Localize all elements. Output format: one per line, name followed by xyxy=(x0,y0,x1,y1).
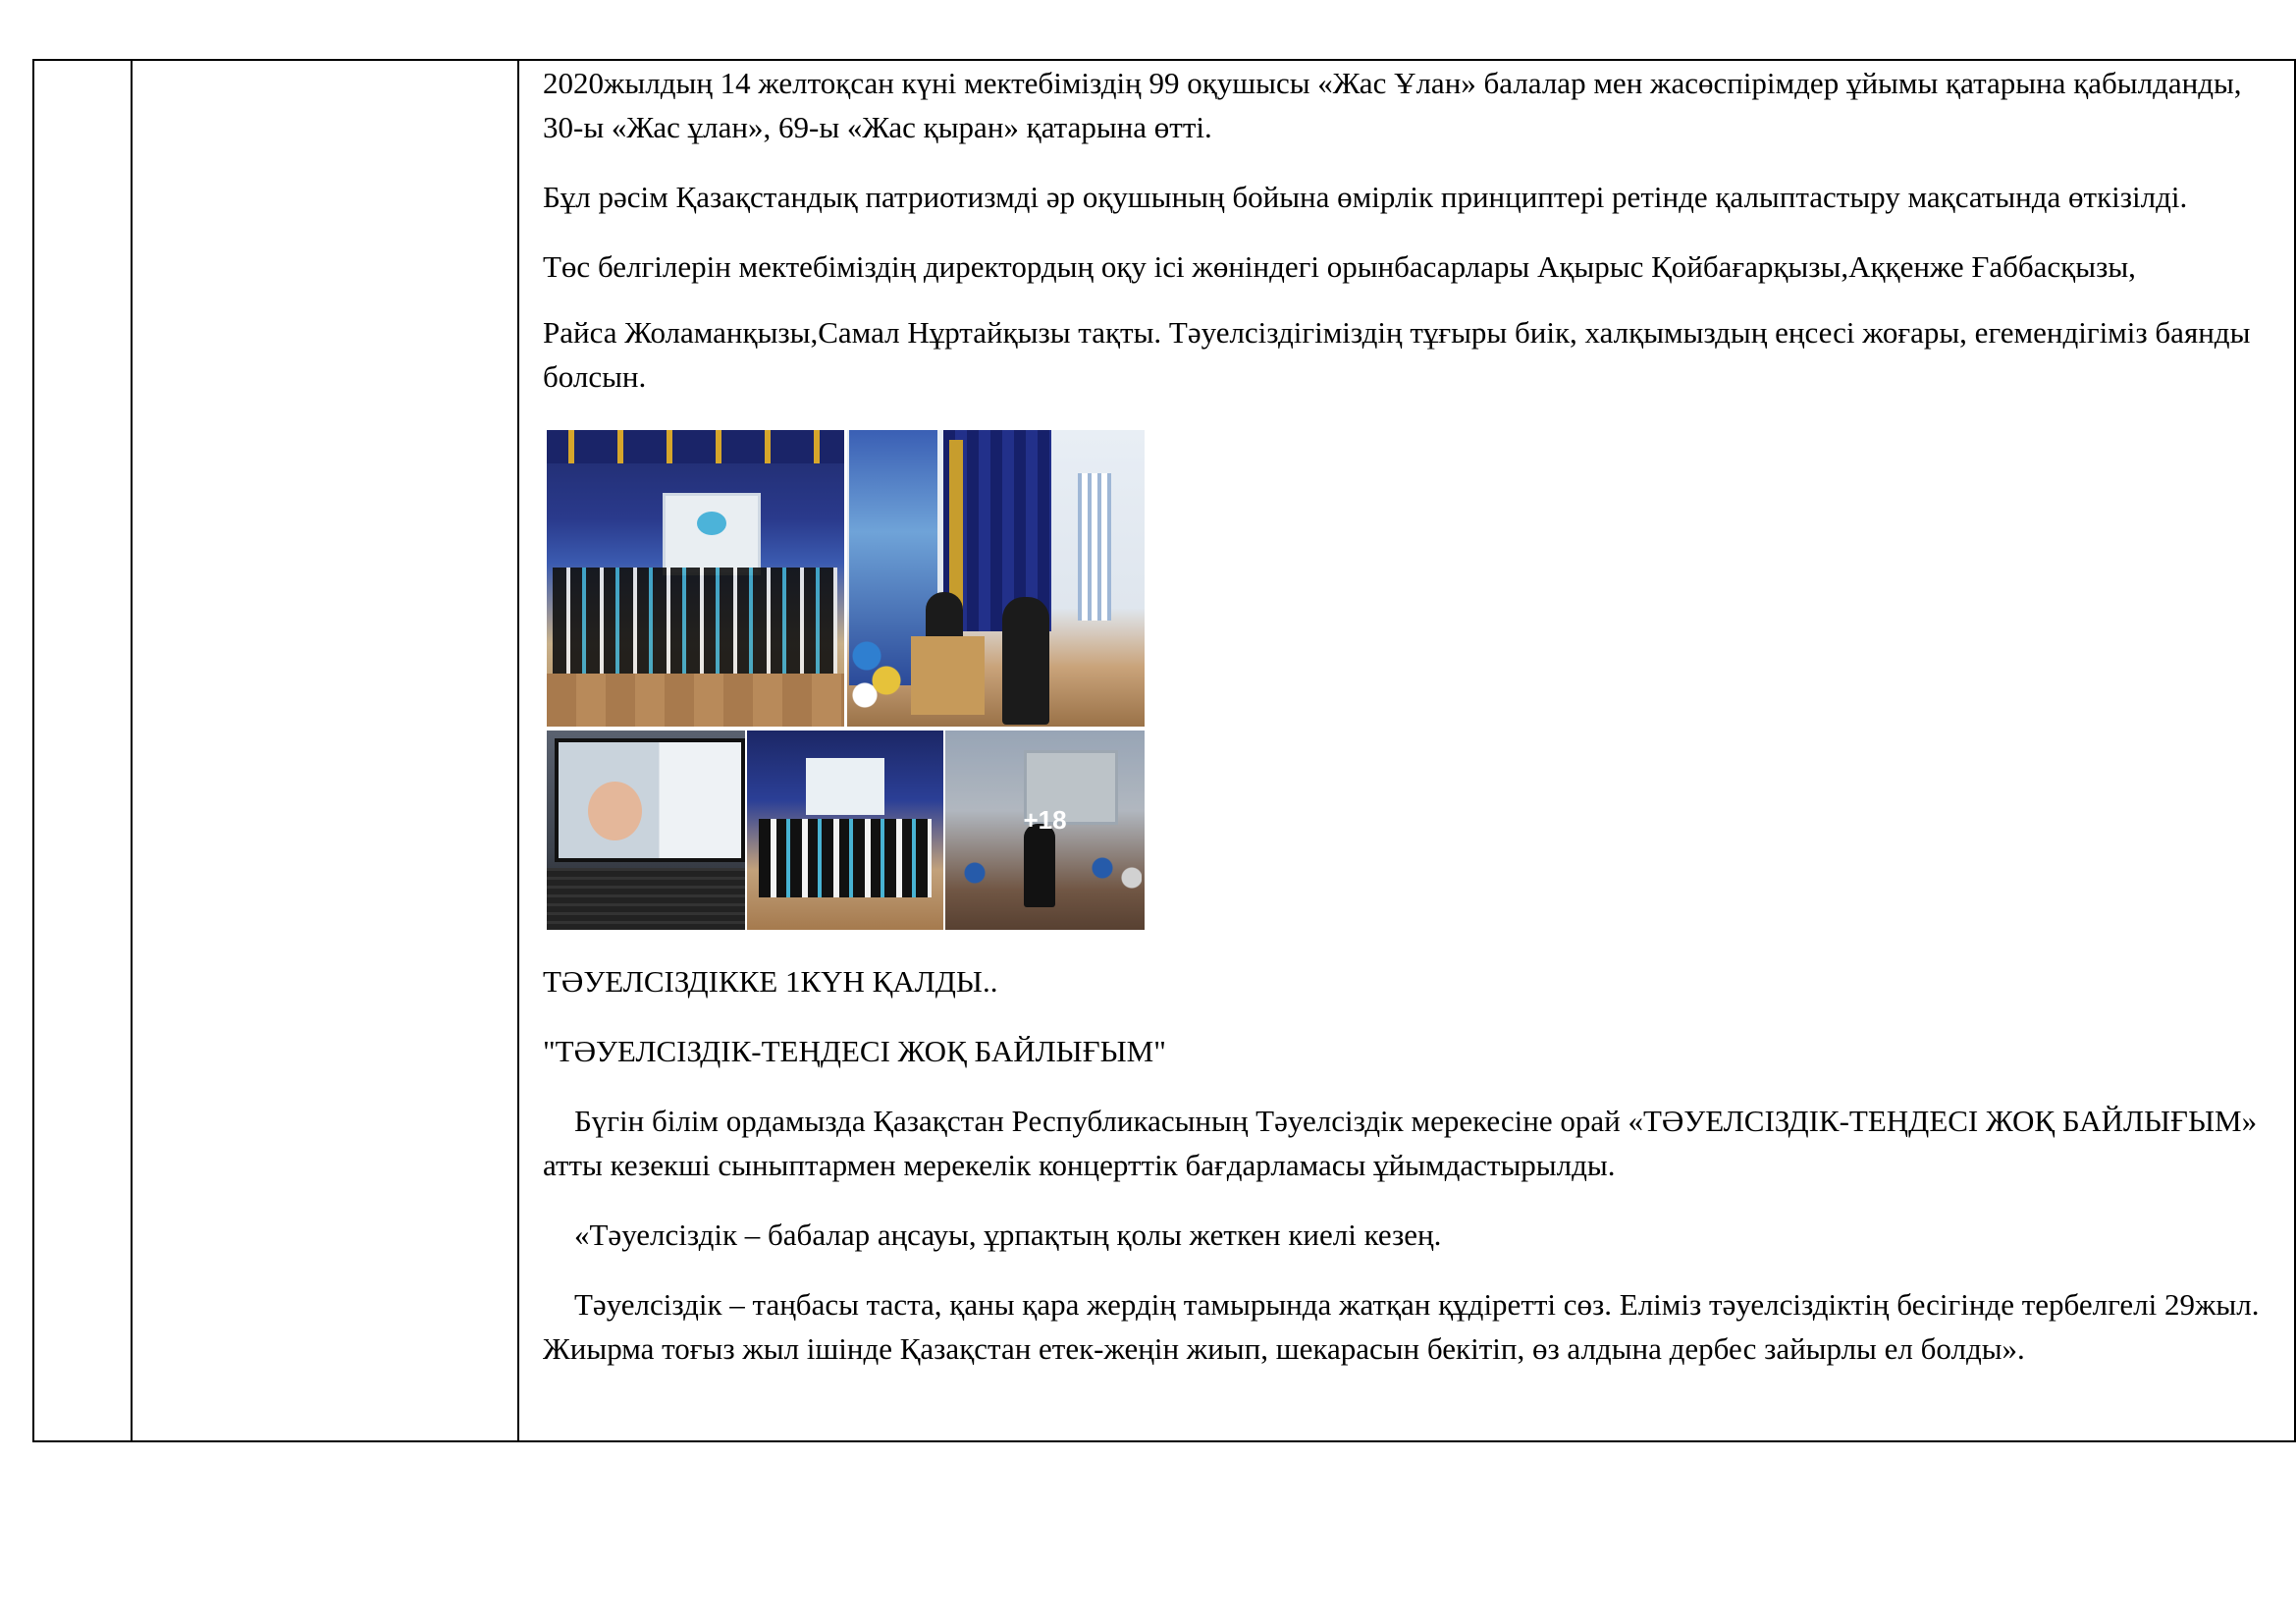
heading-one-day-left: ТӘУЕЛСІЗДІККЕ 1КҮН ҚАЛДЫ.. xyxy=(543,964,998,999)
paragraph-intro: 2020жылдың 14 желтоқсан күні мектебіміздің 99 оқушысы «Жас Ұлан» балалар мен жасөспірімдер ұйымы қатарына қабылданды, 30-ы «Жас ұлан», 69-ы «Жас қыран» қатарына өтті. xyxy=(543,66,2242,144)
paragraph-quote-start: «Тәуелсіздік – бабалар аңсауы, ұрпақтың қолы жеткен киелі кезең. xyxy=(574,1218,1442,1252)
paragraph-quote-body: Тәуелсіздік – таңбасы таста, қаны қара жердің тамырында жатқан құдіретті сөз. Еліміз тәуелсіздіктің бесігінде тербелгелі 29жыл. Жиырма тоғыз жыл ішінде Қазақстан етек-жеңін жиып, шекарасын бекітіп, өз алдына дербес зайырлы ел болды». xyxy=(543,1287,2260,1366)
photo-group-on-stage xyxy=(547,430,844,727)
paragraph-purpose: Бұл рәсім Қазақстандық патриотизмді әр оқушының бойына өмірлік принциптері ретінде қалыптастыру мақсатында өткізілді. xyxy=(543,180,2188,214)
table-row xyxy=(33,60,2295,1441)
photo-more-images xyxy=(945,731,1145,930)
report-table xyxy=(32,59,2296,1442)
photo-collage xyxy=(547,430,1145,930)
photo-speaker-at-podium xyxy=(847,430,1145,727)
event-name-cell xyxy=(132,60,518,1441)
description-cell xyxy=(518,60,2295,1441)
photo-laptop-video-call xyxy=(547,731,745,930)
number-cell xyxy=(33,60,132,1441)
photo-students-stage xyxy=(747,731,943,930)
paragraph-names: Райса Жоламанқызы,Самал Нұртайқызы тақты. Тәуелсіздігіміздің тұғыры биік, халқымыздың еңсесі жоғары, егемендігіміз баянды болсын. xyxy=(543,315,2251,394)
heading-event-title: "ТӘУЕЛСІЗДІК-ТЕҢДЕСІ ЖОҚ БАЙЛЫҒЫМ" xyxy=(543,1034,1166,1068)
paragraph-concert: Бүгін білім ордамызда Қазақстан Республикасының Тәуелсіздік мерекесіне орай «ТӘУЕЛСІЗДІК-ТЕҢДЕСІ ЖОҚ БАЙЛЫҒЫМ» атты кезекші сыныптармен мерекелік концерттік бағдарламасы ұйымдастырылды. xyxy=(543,1104,2258,1182)
paragraph-badges: Төс белгілерін мектебіміздің директордың оқу ісі жөніндегі орынбасарлары Ақырыс Қойбағарқызы,Аққенже Ғаббасқызы, xyxy=(543,249,2136,284)
more-photos-count: +18 xyxy=(1023,805,1067,835)
cell-content xyxy=(533,61,2280,1371)
